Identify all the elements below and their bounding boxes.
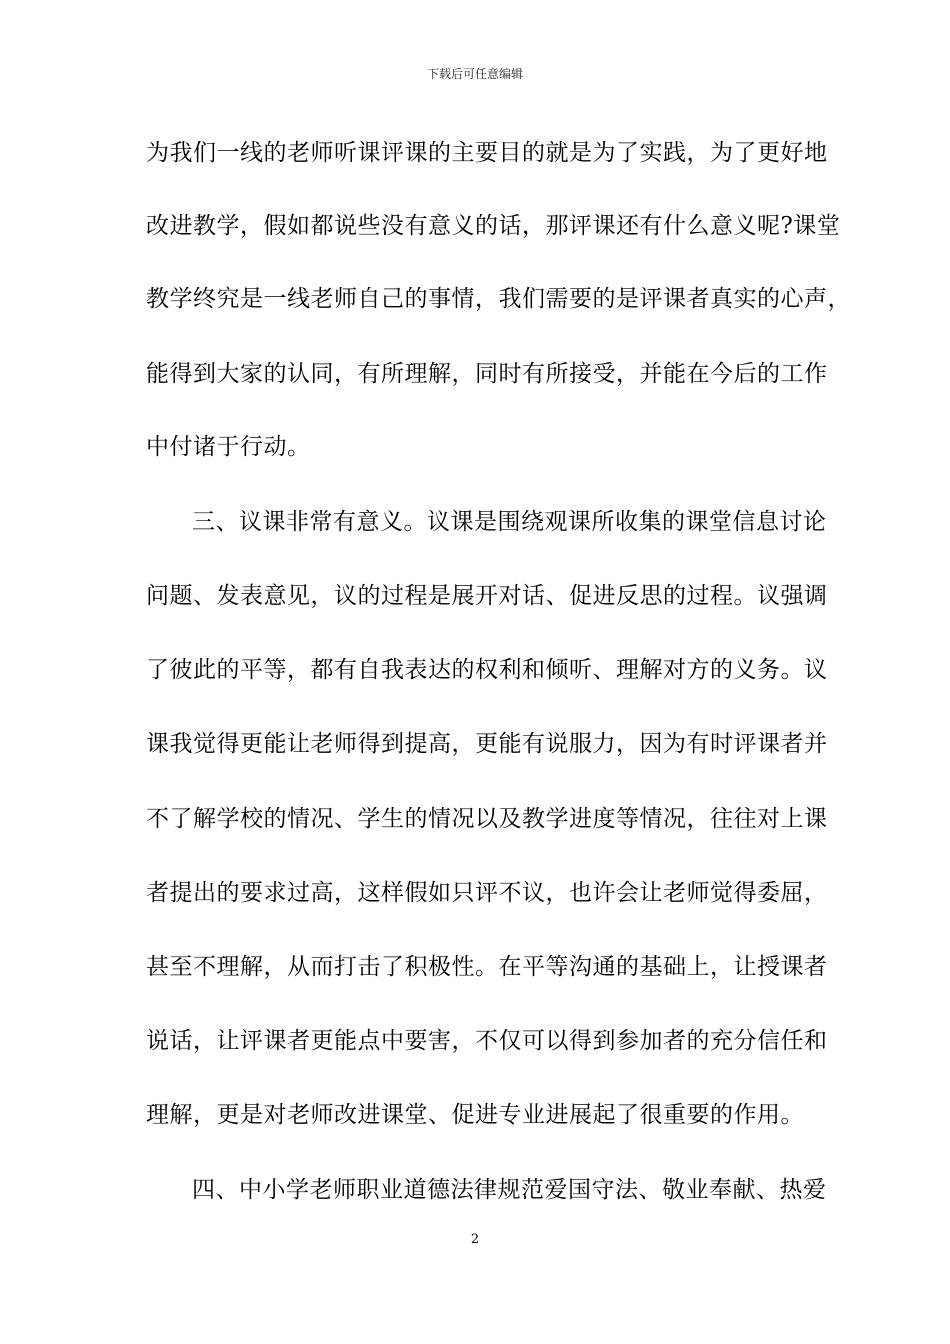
text-line: 问题、发表意见，议的过程是展开对话、促进反思的过程。议强调 bbox=[146, 583, 828, 609]
text-line: 为我们一线的老师听课评课的主要目的就是为了实践，为了更好地 bbox=[146, 140, 828, 166]
page-number: 2 bbox=[470, 1232, 480, 1247]
text-line: 说话，让评课者更能点中要害，不仅可以得到参加者的充分信任和 bbox=[146, 1028, 828, 1054]
text-line: 理解，更是对老师改进课堂、促进专业进展起了很重要的作用。 bbox=[146, 1102, 804, 1128]
text-line: 能得到大家的认同，有所理解，同时有所接受，并能在今后的工作 bbox=[146, 361, 828, 387]
paragraph-start-line: 三、议课非常有意义。议课是围绕观课所收集的课堂信息讨论 bbox=[192, 509, 827, 535]
text-line: 教学终究是一线老师自己的事情，我们需要的是评课者真实的心声， bbox=[146, 286, 851, 312]
text-line: 改进教学，假如都说些没有意义的话，那评课还有什么意义呢?课堂 bbox=[146, 213, 841, 239]
text-line: 者提出的要求过高，这样假如只评不议，也许会让老师觉得委屈， bbox=[146, 880, 828, 906]
text-line: 课我觉得更能让老师得到提高，更能有说服力，因为有时评课者并 bbox=[146, 731, 828, 757]
text-line: 中付诸于行动。 bbox=[146, 434, 311, 460]
text-line: 不了解学校的情况、学生的情况以及教学进度等情况，往往对上课 bbox=[146, 806, 828, 832]
paragraph-start-line: 四、中小学老师职业道德法律规范爱国守法、敬业奉献、热爱 bbox=[192, 1177, 827, 1203]
text-line: 甚至不理解，从而打击了积极性。在平等沟通的基础上，让授课者 bbox=[146, 954, 828, 980]
page-header: 下载后可任意编辑 bbox=[426, 67, 523, 81]
text-line: 了彼此的平等，都有自我表达的权利和倾听、理解对方的义务。议 bbox=[146, 657, 828, 683]
